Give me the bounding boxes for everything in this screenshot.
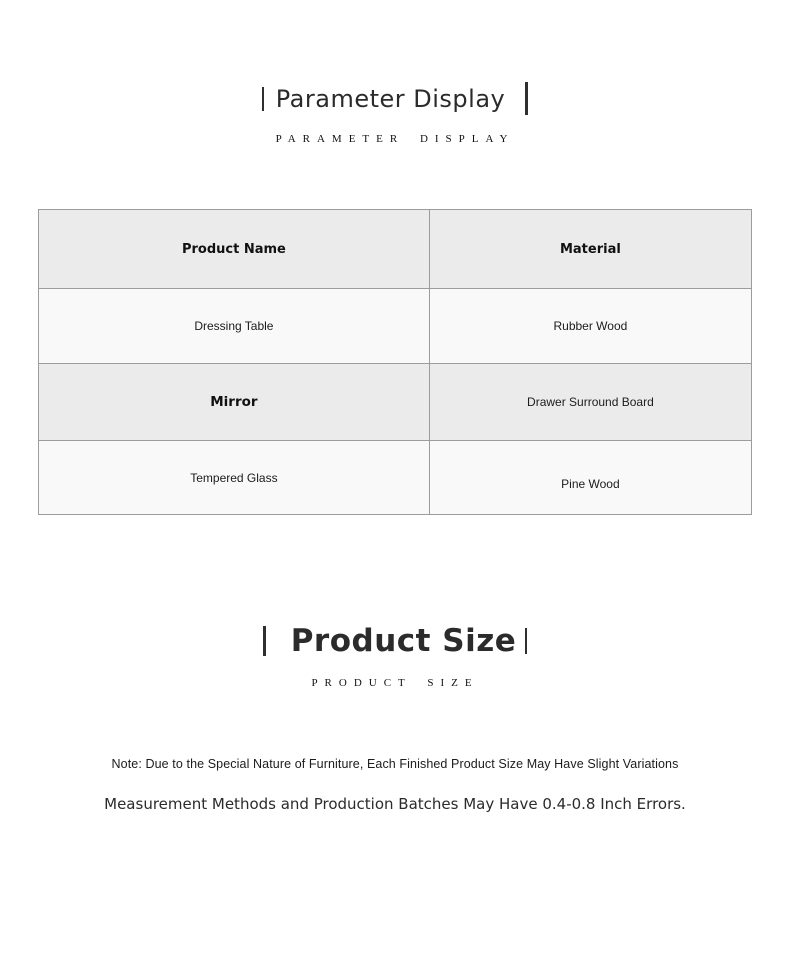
heading-left-bar — [263, 626, 266, 656]
parameter-display-subtitle: PARAMETER DISPLAY — [275, 133, 515, 145]
size-note-line-1: Note: Due to the Special Nature of Furniture, Each Finished Product Size May Have Slight Variations — [111, 757, 679, 771]
heading-left-bar — [262, 87, 264, 111]
table-row — [39, 288, 751, 363]
size-note-line-2: Measurement Methods and Production Batches May Have 0.4-0.8 Inch Errors. — [104, 795, 686, 813]
parameter-table — [38, 209, 752, 515]
product-size-title: Product Size — [290, 623, 517, 659]
parameter-display-heading — [0, 82, 790, 116]
table-cell-dressing-table: Dressing Table — [39, 289, 429, 363]
table-cell-product-name-header: Product Name — [39, 210, 429, 288]
table-row — [39, 440, 751, 514]
product-size-section — [0, 619, 790, 813]
table-cell-material-header: Material — [429, 210, 751, 288]
table-cell-tempered-glass: Tempered Glass — [39, 441, 429, 514]
parameter-display-section — [0, 82, 790, 515]
table-cell-drawer-surround-board: Drawer Surround Board — [429, 364, 751, 440]
heading-right-bar — [525, 628, 527, 654]
table-cell-mirror: Mirror — [39, 364, 429, 440]
table-cell-rubber-wood: Rubber Wood — [429, 289, 751, 363]
product-detail-page — [0, 82, 790, 957]
parameter-display-title: Parameter Display — [275, 85, 506, 113]
table-row — [39, 210, 751, 288]
heading-right-bar — [525, 82, 528, 115]
table-row — [39, 363, 751, 440]
table-cell-pine-wood: Pine Wood — [429, 441, 751, 514]
product-size-heading — [0, 619, 790, 663]
product-size-subtitle: PRODUCT SIZE — [311, 677, 479, 689]
